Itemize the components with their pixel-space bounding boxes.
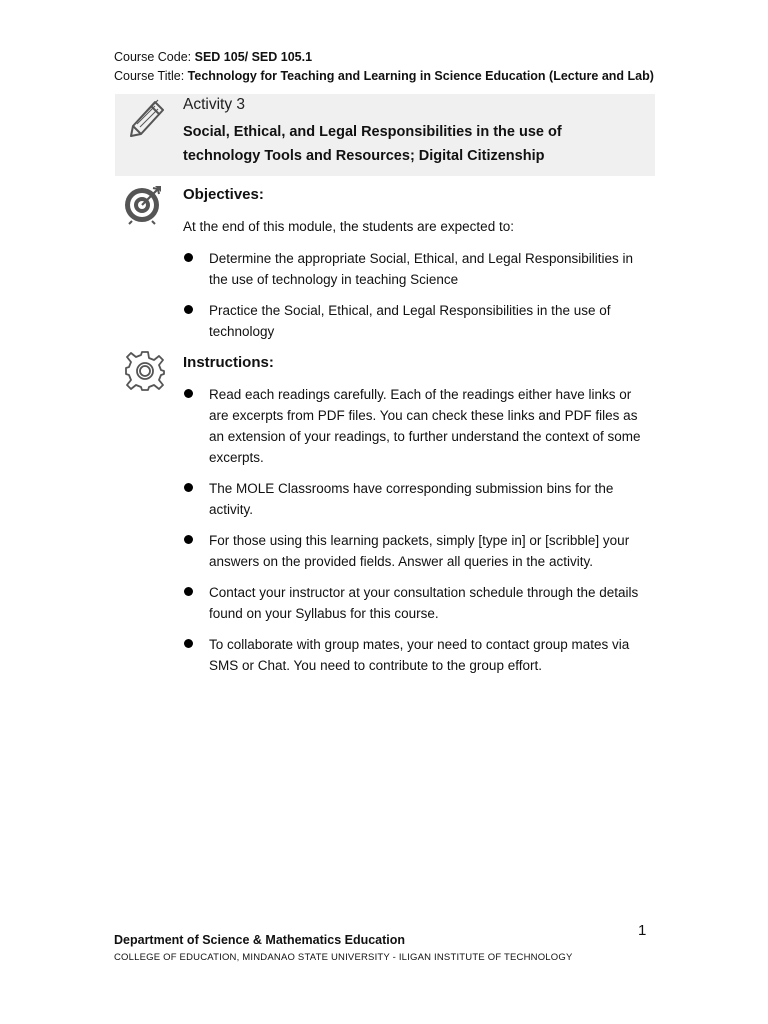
bullet-icon	[184, 305, 193, 314]
course-code: SED 105/ SED 105.1	[194, 50, 313, 64]
list-item	[183, 478, 653, 520]
bullet-icon	[184, 639, 193, 648]
footer-department: Department of Science & Mathematics Education	[114, 933, 406, 947]
activity-banner	[115, 94, 655, 176]
objective-text: Determine the appropriate Social, Ethical, and Legal Responsibilities in the use of technology in teaching Science	[209, 251, 633, 287]
instruction-text: Contact your instructor at your consultation schedule through the details found on your Syllabus for this course.	[209, 585, 639, 621]
instruction-text: To collaborate with group mates, your need to contact group mates via SMS or Chat. You need to contribute to the group effort.	[209, 637, 630, 673]
course-title: Technology for Teaching and Learning in Science Education (Lecture and Lab)	[187, 69, 654, 83]
objectives-intro: At the end of this module, the students are expected to:	[183, 219, 514, 234]
activity-label: Activity 3	[183, 96, 246, 113]
instructions-list	[183, 384, 653, 676]
bullet-icon	[184, 389, 193, 398]
course-title-line	[114, 67, 654, 86]
course-header	[114, 48, 654, 86]
activity-title: Social, Ethical, and Legal Responsibilities in the use of technology Tools and Resources; Digital Citizenship	[183, 124, 562, 164]
list-item	[183, 582, 653, 624]
footer-college: COLLEGE OF EDUCATION, MINDANAO STATE UNIVERSITY - ILIGAN INSTITUTE OF TECHNOLOGY	[114, 952, 573, 963]
list-item	[183, 248, 653, 290]
bullet-icon	[184, 253, 193, 262]
target-icon	[122, 183, 164, 225]
instruction-text: The MOLE Classrooms have corresponding submission bins for the activity.	[209, 481, 614, 517]
gear-icon	[124, 350, 166, 392]
page-number: 1	[638, 922, 647, 939]
bullet-icon	[184, 535, 193, 544]
instruction-text: For those using this learning packets, simply [type in] or [scribble] your answers on the provided fields. Answer all queries in the activity.	[209, 533, 630, 569]
list-item	[183, 384, 653, 468]
pencil-icon	[125, 94, 169, 138]
list-item	[183, 634, 653, 676]
course-code-line	[114, 48, 654, 67]
list-item	[183, 530, 653, 572]
objective-text: Practice the Social, Ethical, and Legal Responsibilities in the use of technology	[209, 303, 611, 339]
objectives-title: Objectives:	[183, 186, 264, 203]
instruction-text: Read each readings carefully. Each of the readings either have links or are excerpts from PDF files. You can check these links and PDF files as an extension of your readings, to further understand the context of some excerpts.	[209, 387, 641, 465]
course-title-label: Course Title:	[114, 69, 185, 83]
course-code-label: Course Code:	[114, 50, 192, 64]
objectives-list	[183, 248, 653, 342]
instructions-title: Instructions:	[183, 354, 274, 371]
bullet-icon	[184, 483, 193, 492]
list-item	[183, 300, 653, 342]
bullet-icon	[184, 587, 193, 596]
